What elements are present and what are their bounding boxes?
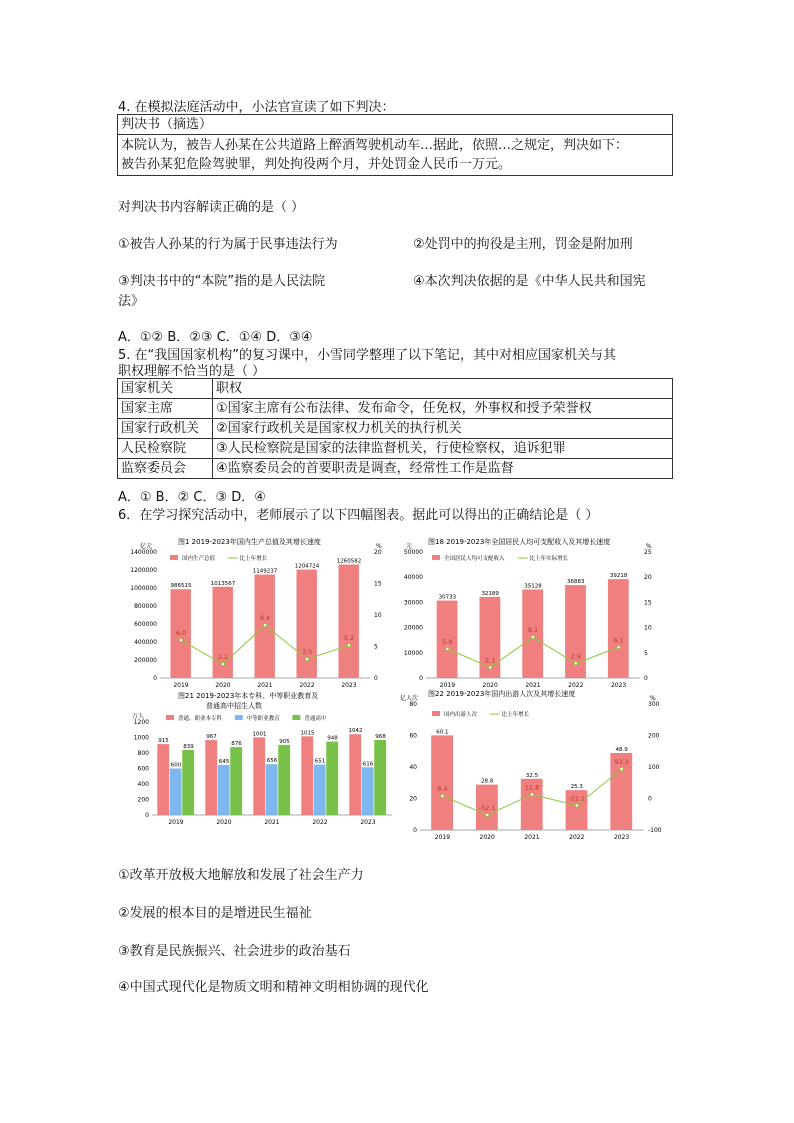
q5-stem-line-1: 5. 在“我国国家机构”的复习课中，小雪同学整理了以下笔记，其中对相应国家机关与其 bbox=[118, 348, 617, 363]
legend-label: 比上年增长 bbox=[501, 712, 530, 718]
bar bbox=[218, 765, 230, 815]
bar-value-label: 60.1 bbox=[436, 729, 449, 736]
bar-value-label: 30733 bbox=[438, 594, 457, 601]
y2-tick-label: 20 bbox=[374, 549, 382, 556]
bar bbox=[266, 764, 278, 815]
chart-4 bbox=[400, 689, 662, 841]
growth-value-label: 2.9 bbox=[570, 652, 581, 661]
table-header-row bbox=[118, 379, 673, 399]
growth-value-label: 93.3 bbox=[614, 758, 629, 767]
header-power: 职权 bbox=[213, 379, 673, 399]
q4-option-3: ③判决书中的“本院”指的是人民法院 bbox=[118, 274, 326, 289]
growth-value-label: 3.0 bbox=[301, 648, 313, 657]
q6-option-4: ④中国式现代化是物质文明和精神文明相协调的现代化 bbox=[118, 980, 429, 995]
bar bbox=[314, 765, 326, 815]
y-tick-label: 1200 bbox=[133, 719, 149, 726]
legend-swatch bbox=[292, 715, 300, 720]
y2-tick-label: 100 bbox=[648, 764, 660, 771]
x-tick-label: 2019 bbox=[173, 682, 189, 689]
x-tick-label: 2023 bbox=[613, 834, 630, 841]
q4-question: 对判决书内容解读正确的是（ ） bbox=[118, 200, 305, 215]
y-tick-label: 1000 bbox=[133, 734, 149, 742]
y2-axis-unit: % bbox=[376, 543, 382, 550]
x-tick-label: 2023 bbox=[360, 819, 376, 826]
bar bbox=[374, 740, 386, 815]
bar bbox=[157, 744, 169, 815]
organ-cell: 监察委员会 bbox=[118, 459, 213, 479]
growth-point bbox=[486, 813, 489, 816]
legend-label: 比上年增长 bbox=[239, 556, 268, 562]
bar-value-label: 967 bbox=[206, 734, 217, 741]
growth-value-label: 8.1 bbox=[527, 626, 539, 635]
organ-cell: 国家行政机关 bbox=[118, 419, 213, 439]
x-tick-label: 2021 bbox=[524, 834, 540, 841]
x-tick-label: 2022 bbox=[299, 682, 315, 689]
bar-value-label: 32189 bbox=[481, 590, 499, 597]
y-tick-label: 0 bbox=[145, 812, 149, 819]
y-axis-unit: 亿元 bbox=[140, 543, 153, 550]
legend-swatch bbox=[235, 715, 243, 720]
table-row bbox=[118, 419, 673, 439]
bar-value-label: 1001 bbox=[252, 731, 267, 738]
growth-value-label: 12.8 bbox=[524, 783, 540, 792]
bar bbox=[349, 734, 361, 815]
bar-value-label: 656 bbox=[266, 758, 278, 765]
legend-label: 比上年实际增长 bbox=[529, 556, 569, 562]
bar-value-label: 1149237 bbox=[252, 568, 278, 575]
y-tick-label: 60 bbox=[409, 732, 417, 740]
y-tick-label: 40000 bbox=[403, 574, 423, 582]
bar bbox=[301, 736, 313, 815]
y-tick-label: 600000 bbox=[134, 621, 157, 628]
growth-point bbox=[617, 646, 620, 649]
legend-label: 普通、职业本专科 bbox=[178, 716, 223, 722]
legend-label: 国内生产总值 bbox=[182, 556, 216, 562]
y2-tick-label: 300 bbox=[648, 701, 660, 708]
bar bbox=[205, 740, 217, 815]
y-tick-label: 1200000 bbox=[130, 567, 157, 574]
y2-tick-label: 5 bbox=[374, 643, 378, 651]
bar-value-label: 986515 bbox=[170, 583, 192, 590]
y-tick-label: 200000 bbox=[134, 657, 157, 664]
q4-stem: 4. 在模拟法庭活动中，小法官宣读了如下判决： bbox=[118, 100, 395, 115]
bar-value-label: 1015 bbox=[300, 730, 315, 737]
q6-option-1: ①改革开放极大地解放和发展了社会生产力 bbox=[118, 868, 364, 883]
chart-2 bbox=[404, 537, 652, 689]
table-row bbox=[118, 439, 673, 459]
bar-value-label: 36883 bbox=[567, 579, 585, 586]
x-tick-label: 2023 bbox=[341, 682, 357, 689]
bar-value-label: 915 bbox=[158, 738, 169, 745]
bar bbox=[278, 745, 290, 815]
power-cell: ②国家行政机关是国家权力机关的执行机关 bbox=[213, 419, 673, 439]
power-cell: ④监察委员会的首要职责是调查，经常性工作是监督 bbox=[213, 459, 673, 479]
legend-swatch bbox=[432, 555, 440, 560]
y-tick-label: 600 bbox=[137, 765, 149, 773]
power-cell: ③人民检察院是国家的法律监督机关，行使检察权，追诉犯罪 bbox=[213, 439, 673, 459]
x-tick-label: 2020 bbox=[479, 834, 495, 841]
y-axis-unit: 万人 bbox=[132, 713, 145, 720]
y-tick-label: 1000000 bbox=[130, 585, 157, 592]
bar-value-label: 948 bbox=[327, 735, 338, 742]
y-tick-label: 0 bbox=[419, 675, 423, 682]
growth-value-label: 8.4 bbox=[259, 614, 271, 623]
q4-verdict-box bbox=[117, 114, 673, 176]
table-row bbox=[118, 459, 673, 479]
chart-1 bbox=[130, 537, 382, 689]
growth-value-label: 5.8 bbox=[442, 637, 453, 646]
y-tick-label: 800 bbox=[137, 750, 149, 757]
growth-point bbox=[179, 639, 182, 642]
growth-point bbox=[305, 658, 308, 661]
x-tick-label: 2022 bbox=[569, 834, 585, 841]
bar bbox=[170, 769, 182, 816]
growth-point bbox=[530, 793, 533, 796]
y-tick-label: 800000 bbox=[134, 603, 157, 610]
growth-value-label: -52.1 bbox=[478, 803, 496, 812]
y2-tick-label: 25 bbox=[644, 549, 652, 556]
chart-3 bbox=[132, 691, 392, 826]
growth-point bbox=[221, 663, 224, 666]
bar bbox=[253, 737, 265, 815]
growth-point bbox=[347, 644, 350, 647]
bar-value-label: 25.3 bbox=[570, 784, 583, 791]
bar-value-label: 48.9 bbox=[615, 746, 628, 753]
table-row bbox=[118, 399, 673, 419]
y-tick-label: 40 bbox=[409, 764, 417, 771]
legend-label: 中等职业教育 bbox=[246, 716, 280, 722]
bar-value-label: 1204724 bbox=[294, 563, 320, 570]
x-tick-label: 2019 bbox=[434, 834, 451, 841]
y2-axis-unit: % bbox=[650, 695, 656, 702]
x-tick-label: 2019 bbox=[439, 682, 456, 689]
growth-point bbox=[441, 794, 444, 797]
q4-option-4-cont: 法》 bbox=[118, 294, 145, 309]
bar-value-label: 1260582 bbox=[336, 558, 362, 565]
growth-value-label: 2.2 bbox=[217, 653, 229, 662]
growth-point bbox=[446, 647, 449, 650]
bar-value-label: 28.8 bbox=[481, 778, 494, 785]
y-tick-label: 30000 bbox=[403, 599, 423, 607]
chart-title: 图22 2019-2023年国内出游人次及其增长速度 bbox=[428, 690, 576, 698]
legend-swatch bbox=[432, 711, 440, 716]
x-tick-label: 2021 bbox=[525, 682, 541, 689]
y2-axis-unit: % bbox=[646, 543, 652, 550]
growth-point bbox=[263, 623, 266, 626]
bar bbox=[297, 570, 317, 678]
y-tick-label: 0 bbox=[413, 827, 417, 834]
bar-value-label: 1042 bbox=[348, 728, 363, 735]
organ-cell: 国家主席 bbox=[118, 399, 213, 419]
verdict-line-2: 被告孙某犯危险驾驶罪，判处拘役两个月，并处罚金人民币一万元。 bbox=[121, 157, 512, 172]
y-tick-label: 0 bbox=[153, 675, 157, 682]
y2-tick-label: 15 bbox=[374, 580, 382, 588]
bar-value-label: 839 bbox=[183, 743, 194, 750]
legend-swatch bbox=[166, 715, 174, 720]
bar bbox=[326, 742, 338, 815]
growth-value-label: 8.4 bbox=[437, 784, 448, 793]
growth-point bbox=[574, 662, 577, 665]
y2-tick-label: 5 bbox=[644, 649, 648, 657]
bar-value-label: 968 bbox=[375, 733, 386, 740]
y-axis-unit: 亿人次 bbox=[400, 695, 419, 702]
y2-tick-label: 0 bbox=[374, 675, 378, 682]
x-tick-label: 2022 bbox=[568, 682, 584, 689]
legend-label: 普通高中 bbox=[304, 716, 327, 722]
y-tick-label: 200 bbox=[137, 796, 149, 804]
bar-value-label: 616 bbox=[362, 761, 374, 768]
bar bbox=[362, 767, 374, 815]
bar-value-label: 39218 bbox=[609, 573, 628, 580]
bar bbox=[230, 747, 242, 815]
y-tick-label: 20000 bbox=[403, 624, 423, 632]
y-tick-label: 80 bbox=[409, 701, 417, 708]
y2-tick-label: 200 bbox=[648, 732, 660, 740]
q5-stem-line-2: 职权理解不恰当的是（ ） bbox=[118, 364, 266, 379]
verdict-title: 判决书（摘选） bbox=[118, 115, 673, 135]
bar-value-label: 645 bbox=[218, 759, 230, 766]
y-tick-label: 10000 bbox=[403, 649, 423, 657]
y-tick-label: 20 bbox=[409, 795, 417, 803]
q4-option-1: ①被告人孙某的行为属于民事违法行为 bbox=[118, 237, 338, 252]
growth-value-label: 5.2 bbox=[343, 634, 355, 643]
q4-choices: A．①② B．②③ C．①④ D．③④ bbox=[118, 330, 313, 345]
y2-tick-label: 10 bbox=[644, 624, 652, 632]
q6-stem: 6．在学习探究活动中，老师展示了以下四幅图表。据此可以得出的正确结论是（ ） bbox=[118, 508, 599, 523]
y-tick-label: 1400000 bbox=[130, 549, 157, 556]
bar-value-label: 876 bbox=[231, 741, 242, 748]
q6-charts-figure bbox=[0, 530, 794, 850]
y-axis-unit: 元 bbox=[406, 543, 413, 550]
growth-value-label: 6.0 bbox=[175, 629, 187, 638]
q6-option-3: ③教育是民族振兴、社会进步的政治基石 bbox=[118, 944, 351, 959]
y2-tick-label: 10 bbox=[374, 612, 382, 619]
growth-value-label: 2.1 bbox=[485, 656, 496, 665]
y2-tick-label: 15 bbox=[644, 599, 652, 607]
bar bbox=[431, 735, 453, 830]
bar-value-label: 32.5 bbox=[525, 772, 539, 779]
x-tick-label: 2023 bbox=[610, 682, 627, 689]
legend-label: 国内出游人次 bbox=[444, 712, 478, 718]
legend-label: 全国居民人均可支配收入 bbox=[444, 556, 505, 562]
growth-value-label: -22.1 bbox=[568, 794, 586, 803]
x-tick-label: 2021 bbox=[264, 819, 280, 826]
verdict-text bbox=[118, 135, 673, 176]
y2-tick-label: 20 bbox=[644, 574, 652, 582]
bar-value-label: 651 bbox=[314, 758, 326, 765]
header-organ: 国家机关 bbox=[118, 379, 213, 399]
y2-tick-label: 0 bbox=[648, 795, 652, 803]
organ-cell: 人民检察院 bbox=[118, 439, 213, 459]
y2-tick-label: -100 bbox=[648, 827, 662, 834]
power-cell: ①国家主席有公布法律、发布命令，任免权，外事权和授予荣誉权 bbox=[213, 399, 673, 419]
x-tick-label: 2019 bbox=[168, 819, 184, 826]
x-tick-label: 2022 bbox=[312, 819, 328, 826]
bar bbox=[339, 565, 359, 678]
growth-point bbox=[620, 768, 623, 771]
growth-point bbox=[531, 636, 534, 639]
q5-table bbox=[117, 378, 673, 479]
y-tick-label: 400 bbox=[137, 781, 149, 788]
growth-point bbox=[489, 666, 492, 669]
q5-choices: A．① B．② C．③ D．④ bbox=[118, 490, 266, 505]
x-tick-label: 2020 bbox=[482, 682, 498, 689]
bar bbox=[608, 579, 629, 678]
y-tick-label: 400000 bbox=[134, 639, 157, 646]
x-tick-label: 2020 bbox=[215, 682, 231, 689]
bar-value-label: 1013567 bbox=[210, 580, 236, 587]
verdict-line-1: 本院认为，被告人孙某在公共道路上醉酒驾驶机动车…据此，依照…之规定，判决如下： bbox=[121, 138, 629, 153]
y-tick-label: 50000 bbox=[403, 549, 423, 556]
chart-title: 图21 2019-2023年本专科、中等职业教育及 bbox=[178, 692, 319, 700]
x-tick-label: 2021 bbox=[257, 682, 273, 689]
bar-value-label: 600 bbox=[170, 762, 182, 769]
y2-tick-label: 0 bbox=[644, 675, 648, 682]
q4-option-4: ④本次判决依据的是《中华人民共和国宪 bbox=[413, 274, 646, 289]
chart-title: 普通高中招生人数 bbox=[206, 702, 262, 710]
growth-value-label: 6.1 bbox=[613, 636, 624, 645]
q6-option-2: ②发展的根本目的是增进民生福祉 bbox=[118, 906, 312, 921]
x-tick-label: 2020 bbox=[216, 819, 232, 826]
growth-point bbox=[575, 804, 578, 807]
bar bbox=[182, 750, 194, 815]
legend-swatch bbox=[170, 555, 178, 560]
bar-value-label: 905 bbox=[279, 738, 290, 745]
chart-title: 图1 2019-2023年国内生产总值及其增长速度 bbox=[178, 538, 321, 546]
bar-value-label: 35128 bbox=[524, 583, 542, 590]
chart-title: 图18 2019-2023年全国居民人均可支配收入及其增长速度 bbox=[428, 538, 611, 546]
q4-option-2: ②处罚中的拘役是主刑，罚金是附加刑 bbox=[413, 237, 633, 252]
